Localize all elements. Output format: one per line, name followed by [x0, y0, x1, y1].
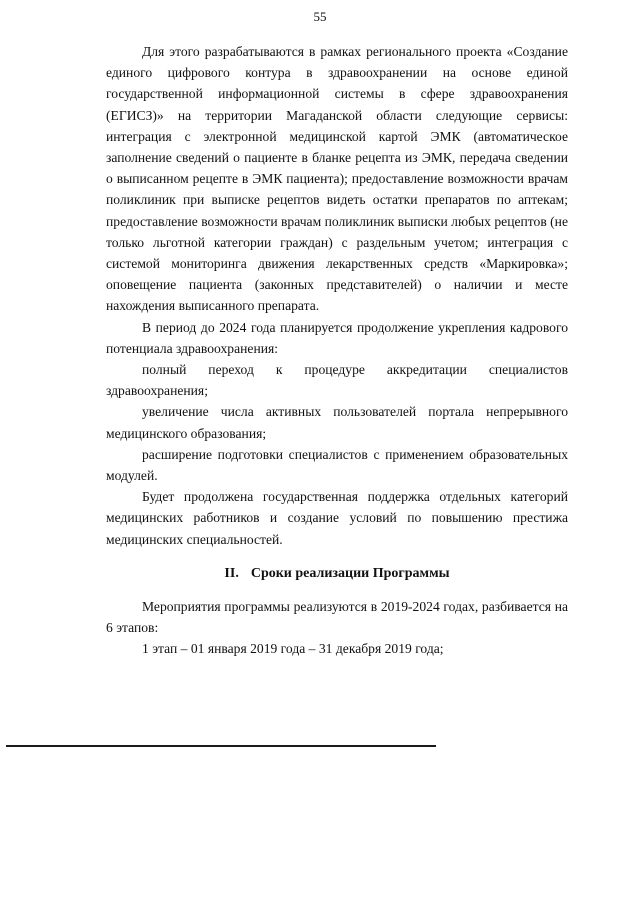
paragraph-digital-services: Для этого разрабатываются в рамках регионального проекта «Создание единого цифрового контура в здравоохранении на основе единой государственной информационной системы в сфере здравоохранения (ЕГИСЗ)» на территории Магаданской области следующие сервисы: интеграция с электронной медицинской картой ЭМК (автоматическое заполнение сведений о пациенте в бланке рецепта из ЭМК, передача сведении о выписанном рецепте в ЭМК пациента); предоставление возможности врачам поликлиник при выписке рецептов видеть остатки препаратов по аптекам; предоставление возможности врачам поликлиник выписки любых рецептов (не только льготной категории граждан) с раздельным учетом; интеграция с системой мониторинга движения лекарственных средств «Маркировка»; оповещение пациента (законных представителей) о наличии и месте нахождения выписанного препарата.	[106, 44, 568, 314]
section-heading	[106, 563, 568, 584]
paragraph-stage-1: 1 этап – 01 января 2019 года – 31 декабря 2019 года;	[142, 641, 444, 657]
paragraph-state-support: Будет продолжена государственная поддержка отдельных категорий медицинских работников и создание условий по повышению престижа медицинских специальностей.	[106, 489, 568, 547]
section-title: Сроки реализации Программы	[250, 565, 450, 581]
section-number: II.	[224, 565, 239, 581]
paragraph-training-modules: расширение подготовки специалистов с применением образовательных модулей.	[106, 446, 568, 484]
paragraph-program-period: Мероприятия программы реализуются в 2019-2024 годах, разбивается на 6 этапов:	[106, 599, 568, 636]
paragraph-portal-users: увеличение числа активных пользователей портала непрерывного медицинского образования;	[106, 404, 568, 441]
page-number: 55	[313, 9, 327, 24]
document-body	[106, 41, 568, 660]
footnote-divider	[6, 745, 436, 747]
paragraph-staffing-plan: В период до 2024 года планируется продолжение укрепления кадрового потенциала здравоохранения:	[106, 319, 568, 356]
paragraph-accreditation: полный переход к процедуре аккредитации специалистов здравоохранения;	[106, 362, 568, 399]
